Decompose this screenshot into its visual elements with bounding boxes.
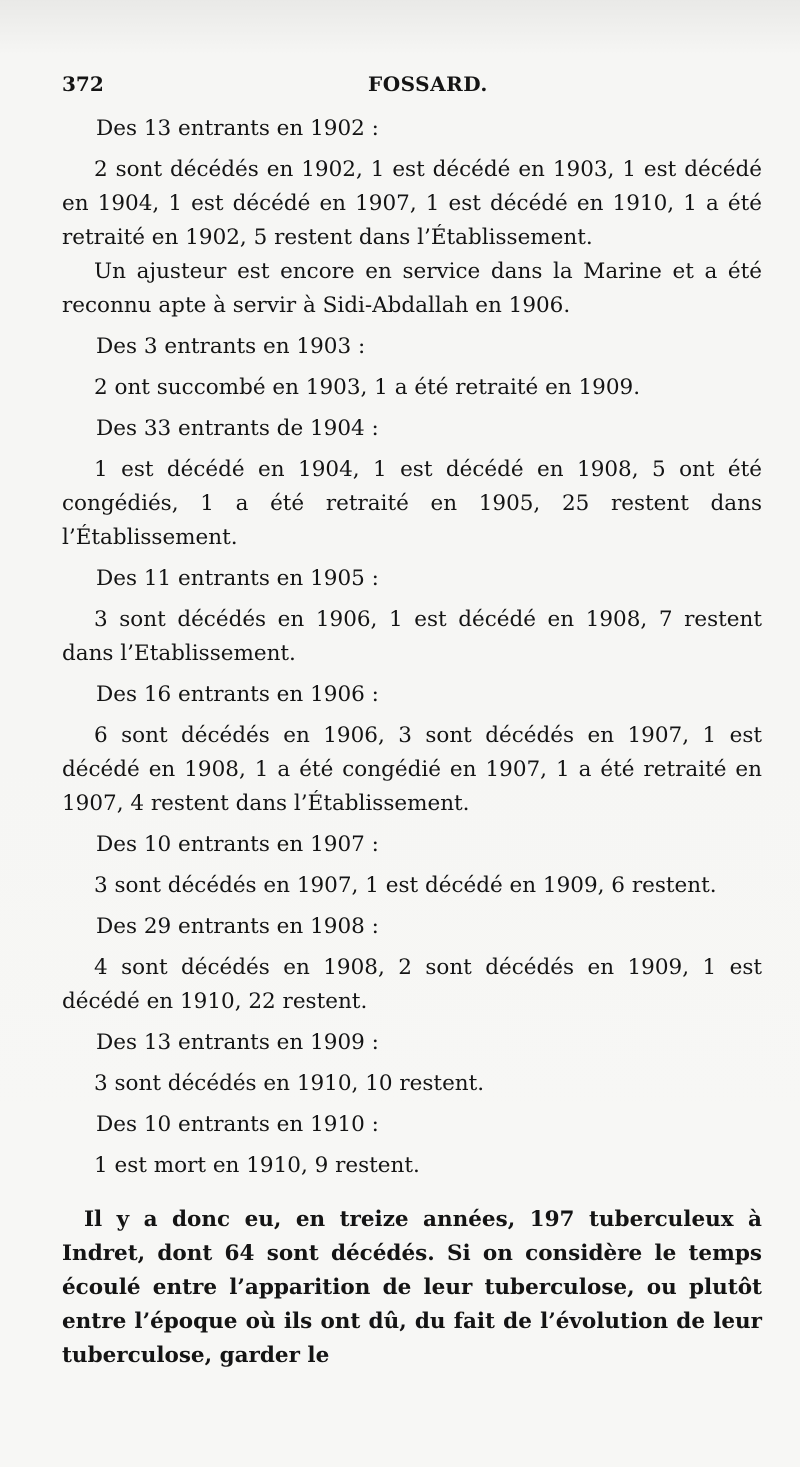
entry-body: 1 est mort en 1910, 9 restent.	[94, 1153, 420, 1178]
entry-body: 2 ont succombé en 1903, 1 a été retraité en 1909.	[94, 375, 641, 400]
entry-body: 2 sont décédés en 1902, 1 est décédé en 1903, 1 est décédé en 1904, 1 est décédé en 1907, 1 est décédé en 1910, 1 a été retraité en 1902, 5 restent dans l’Établissement.	[62, 157, 762, 250]
entry-note: Un ajusteur est encore en service dans la Marine et a été reconnu apte à servir à Sidi-Abdallah en 1906.	[62, 259, 762, 318]
running-title: FOSSARD.	[368, 72, 488, 96]
entry-heading: Des 3 entrants en 1903 :	[96, 334, 366, 359]
page-header	[62, 72, 762, 102]
entry-heading: Des 10 entrants en 1907 :	[96, 832, 379, 857]
entry-body: 3 sont décédés en 1907, 1 est décédé en 1909, 6 restent.	[94, 873, 717, 898]
entry-body: 3 sont décédés en 1910, 10 restent.	[94, 1071, 485, 1096]
page-number: 372	[62, 72, 104, 96]
conclusion-paragraph: Il y a donc eu, en treize années, 197 tuberculeux à Indret, dont 64 sont décédés. Si on considère le temps écoulé entre l’apparition de leur tuberculose, ou plutôt entre l’époque où ils ont dû, du fait de l’évolution de leur tuberculose, garder le	[62, 1207, 762, 1368]
entry-heading: Des 16 entrants en 1906 :	[96, 682, 379, 707]
body-text	[62, 112, 762, 1373]
entry-heading: Des 33 entrants de 1904 :	[96, 416, 379, 441]
entry-body: 4 sont décédés en 1908, 2 sont décédés en 1909, 1 est décédé en 1910, 22 restent.	[62, 955, 762, 1014]
entry-heading: Des 10 entrants en 1910 :	[96, 1112, 379, 1137]
entry-heading: Des 11 entrants en 1905 :	[96, 566, 379, 591]
entry-heading: Des 13 entrants en 1909 :	[96, 1030, 379, 1055]
entry-heading: Des 29 entrants en 1908 :	[96, 914, 379, 939]
entry-body: 1 est décédé en 1904, 1 est décédé en 1908, 5 ont été congédiés, 1 a été retraité en 1905, 25 restent dans l’Établissement.	[62, 457, 762, 550]
entry-heading: Des 13 entrants en 1902 :	[96, 116, 379, 141]
entry-body: 6 sont décédés en 1906, 3 sont décédés en 1907, 1 est décédé en 1908, 1 a été congédié en 1907, 1 a été retraité en 1907, 4 restent dans l’Établissement.	[62, 723, 762, 816]
entry-body: 3 sont décédés en 1906, 1 est décédé en 1908, 7 restent dans l’Etablissement.	[62, 607, 762, 666]
